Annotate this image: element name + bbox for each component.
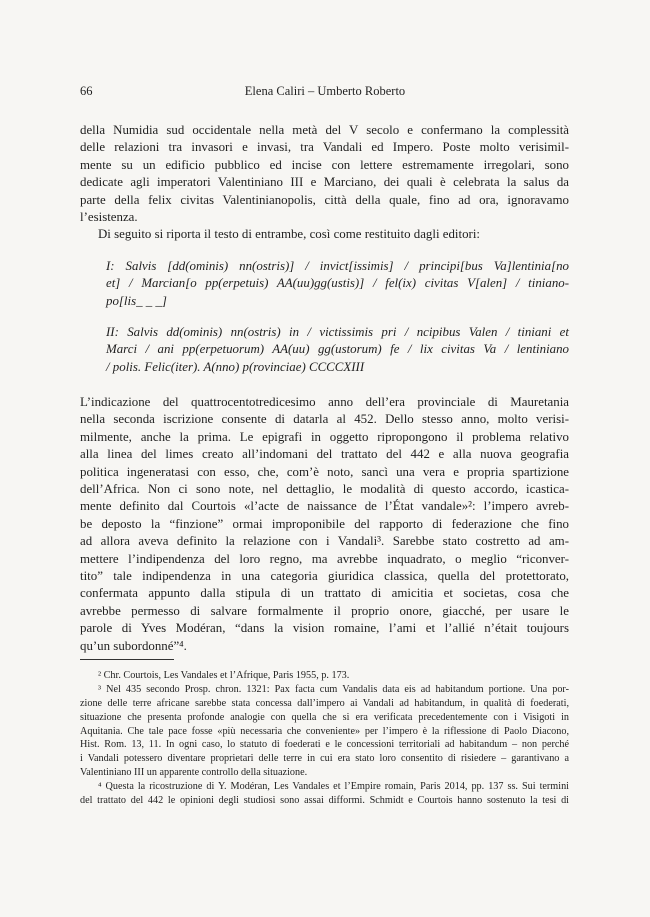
text-line: politica ingeneratasi con esso, che, com’è noto, sancì una vera e propria spartizione [80,464,569,479]
text-line: parte della felix civitas Valentinianopolis, città della quale, fino ad ora, ignoravamo [80,192,569,207]
text-line: qu’un subordonné”⁴. [80,638,187,653]
inscription-line: II: Salvis dd(ominis) nn(ostris) in / victissimis pri / ncipibus Valen / tiniani et [106,324,569,339]
inscription-line: po[lis_ _ _] [106,293,167,308]
footnote-line: i Vandali potessero diventare proprietari delle terre in cui era stato loro consentito di risiedere – garantivano a [80,753,569,765]
footnote-line: Valentiniano III un apparente controllo della situazione. [80,767,308,779]
text-line: della Numidia sud occidentale nella metà del V secolo e confermano la complessità [80,123,569,137]
text-line: ad allora aveva definito la relazione con i Vandali³. Sarebbe stato costretto ad am- [80,534,569,549]
text-line: be deposto la “finzione” ormai improponibile del rapporto di federazione che fino [80,516,569,531]
footnote-separator [80,659,174,660]
footnote-line: situazione che presenta profonde analogie con quella che si era verificata precedentemente con i Visigoti in [80,711,569,723]
text-line: avrebbe permesso di salvare formalmente il proprio onore, giacché, per usare le [80,603,569,618]
footnote-line: ³ Nel 435 secondo Prosp. chron. 1321: Pax facta cum Vandalis data eis ad habitandum portione. Una por- [98,683,569,695]
text-line: Di seguito si riporta il testo di entrambe, così come restituito dagli editori: [98,227,480,242]
paragraph-intro [80,122,569,244]
text-line: nella seconda iscrizione consente di datarla al 452. Dello stesso anno, molto verisi- [80,412,569,427]
text-line: confermata appunto dalla stipula di un trattato di amicitia et societas, cosa che [80,586,569,601]
text-line: parole di Yves Modéran, “dans la vision romaine, l’ami et l’allié n’était toujours [80,621,569,636]
text-line: mente su un edificio pubblico ed incise con lettere estremamente irregolari, sono [80,157,569,172]
inscription-two [106,324,569,376]
footnote-line: ² Chr. Courtois, Les Vandales et l’Afrique, Paris 1955, p. 173. [98,670,350,681]
page-number: 66 [80,84,93,98]
text-line: alla linea del limes creato all’indomani del trattato del 442 e alla nuova geografia [80,447,569,462]
text-line: dedicate agli imperatori Valentiniano III e Marciano, dei quali è celebrata la salus da [80,175,569,190]
inscription-line: I: Salvis [dd(ominis) nn(ostris)] / invict[issimis] / principi[bus Va]lentinia[no [106,258,569,273]
text-line: milmente, anche la prima. Le epigrafi in oggetto ripropongono il problema relativo [80,429,569,444]
text-line: mettere l’indipendenza del loro regno, ma avrebbe inquadrato, o meglio “riconver- [80,551,569,566]
footnote-line: Hist. Rom. 13, 11. In ogni caso, lo statuto di foederati e le concessioni territoriali ad habitandum – non perché [80,739,569,751]
running-head: Elena Caliri – Umberto Roberto [244,84,406,98]
main-text [80,122,569,655]
footnote-line: ⁴ Questa la ricostruzione di Y. Modéran, Les Vandales et l’Empire romain, Paris 2014, pp. 137 ss. Sui termini [98,781,569,793]
page-header [80,84,570,102]
paragraph-analysis [80,394,569,655]
text-line: l’esistenza. [80,209,138,224]
footnotes [80,669,569,808]
text-line: mente definito dal Courtois «l’acte de naissance de l’État vandale»²: l’impero avreb- [80,499,569,514]
footnote-line: del trattato del 442 le opinioni degli studiosi sono assai difformi. Schmidt e Courtois hanno sostenuto la tesi di [80,795,569,807]
inscription-one [106,258,569,310]
inscription-line: / polis. Felic(iter). A(nno) p(rovinciae) CCCCXIII [106,359,365,374]
text-line: L’indicazione del quattrocentotredicesimo anno dell’era provinciale di Mauretania [80,395,569,410]
text-line: dell’Africa. Non ci sono note, nel dettaglio, le modalità di questo accordo, icastica- [80,482,569,497]
footnote-line: Aquitania. Che tale pace fosse «più necessaria che conveniente» per l’impero è la riflessione di Paolo Diacono, [80,725,569,737]
inscription-line: et] / Marcian[o pp(erpetuis) AA(uu)gg(ustis)] / fel(ix) civitas V[alen] / tiniano- [106,276,569,291]
text-line: delle relazioni tra invasori e invasi, tra Vandali ed Impero. Poste molto verisimil- [80,140,569,155]
inscription-line: Marci / ani pp(erpetuorum) AA(uu) gg(ustorum) fe / lix civitas Va / lentiniano [106,342,569,357]
footnote-line: zione delle terre africane sarebbe stata concessa dall’impero ai Vandali ad habitandum, in qualità di foederati, [80,697,569,709]
text-line: tito” tale indipendenza in una categoria giuridica classica, quella del protettorato, [80,568,569,583]
